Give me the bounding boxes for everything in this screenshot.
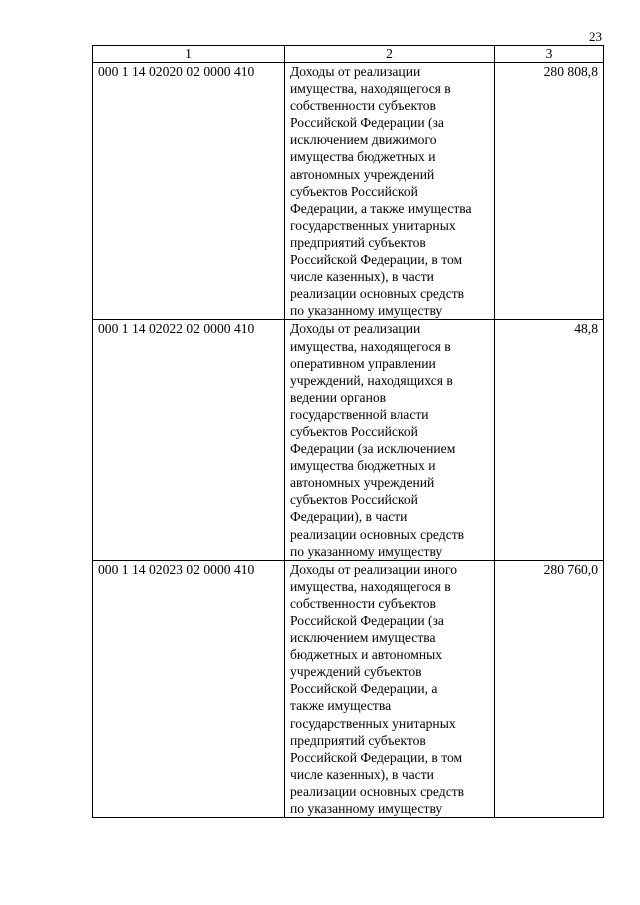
row-name-line: Российской Федерации (за	[290, 613, 444, 628]
row-name-line: по указанному имуществу	[290, 801, 443, 817]
page-number: 23	[589, 29, 602, 44]
row-name-line: реализации основных средств	[290, 526, 465, 542]
row-name-line: Федерации), в части	[290, 509, 408, 525]
row-amount: 48,8	[495, 320, 604, 560]
row-name-line: субъектов Российской	[290, 423, 418, 439]
row-amount: 280 808,8	[495, 63, 604, 320]
row-code: 000 1 14 02022 02 0000 410	[93, 320, 285, 560]
row-name	[285, 320, 495, 560]
row-name-line: Доходы от реализации	[290, 64, 421, 79]
row-name-line: собственности субъектов	[290, 595, 436, 611]
row-name-line: учреждений, находящихся в	[290, 372, 453, 388]
row-name-line: исключением имущества	[290, 630, 436, 646]
row-name-line: по указанному имуществу	[290, 303, 443, 319]
row-name-line: реализации основных средств	[290, 286, 465, 302]
column-header-code: 1	[93, 46, 285, 63]
row-name-line: Федерации (за исключением	[290, 441, 456, 457]
row-name-line: Российской Федерации (за	[290, 115, 444, 131]
table-header-row	[93, 46, 604, 63]
row-name-line: по указанному имуществу	[290, 543, 443, 559]
row-name-line: имущества бюджетных и	[290, 458, 436, 474]
table-row	[93, 560, 604, 817]
row-name-line: Российской Федерации, в том	[290, 252, 463, 268]
row-name-line: также имущества	[290, 698, 392, 714]
row-name-line: учреждений субъектов	[290, 664, 422, 680]
column-header-amount: 3	[495, 46, 604, 63]
row-name-line: имущества, находящегося в	[290, 578, 451, 594]
row-name-line: реализации основных средств	[290, 783, 465, 799]
row-name-line: государственной власти	[290, 406, 429, 422]
row-name-line: Федерации, а также имущества	[290, 200, 472, 216]
row-name	[285, 560, 495, 817]
table-row	[93, 63, 604, 320]
row-name-line: ведении органов	[290, 389, 387, 405]
table-row	[93, 320, 604, 560]
row-name-line: предприятий субъектов	[290, 234, 426, 250]
row-name-line: Российской Федерации, в том	[290, 749, 463, 765]
row-name	[285, 63, 495, 320]
row-name-line: субъектов Российской	[290, 492, 418, 508]
row-name-line: оперативном управлении	[290, 355, 436, 371]
row-code: 000 1 14 02020 02 0000 410	[93, 63, 285, 320]
row-name-line: предприятий субъектов	[290, 732, 426, 748]
row-name-line: Доходы от реализации иного	[290, 561, 458, 577]
row-name-line: автономных учреждений	[290, 475, 435, 491]
row-name-line: Доходы от реализации	[290, 321, 421, 337]
row-amount: 280 760,0	[495, 560, 604, 817]
row-name-line: автономных учреждений	[290, 166, 435, 182]
row-name-line: имущества бюджетных и	[290, 149, 436, 165]
row-name-line: собственности субъектов	[290, 98, 436, 114]
row-name-line: государственных унитарных	[290, 217, 456, 233]
column-header-name: 2	[285, 46, 495, 63]
row-name-line: имущества, находящегося в	[290, 81, 451, 97]
row-name-line: числе казенных), в части	[290, 766, 434, 782]
row-name-line: государственных унитарных	[290, 715, 456, 731]
budget-revenue-table	[92, 45, 604, 818]
row-name-line: имущества, находящегося в	[290, 338, 451, 354]
row-name-line: исключением движимого	[290, 132, 437, 148]
row-code: 000 1 14 02023 02 0000 410	[93, 560, 285, 817]
row-name-line: числе казенных), в части	[290, 269, 434, 285]
row-name-line: субъектов Российской	[290, 183, 418, 199]
row-name-line: Российской Федерации, а	[290, 681, 438, 697]
row-name-line: бюджетных и автономных	[290, 647, 443, 663]
